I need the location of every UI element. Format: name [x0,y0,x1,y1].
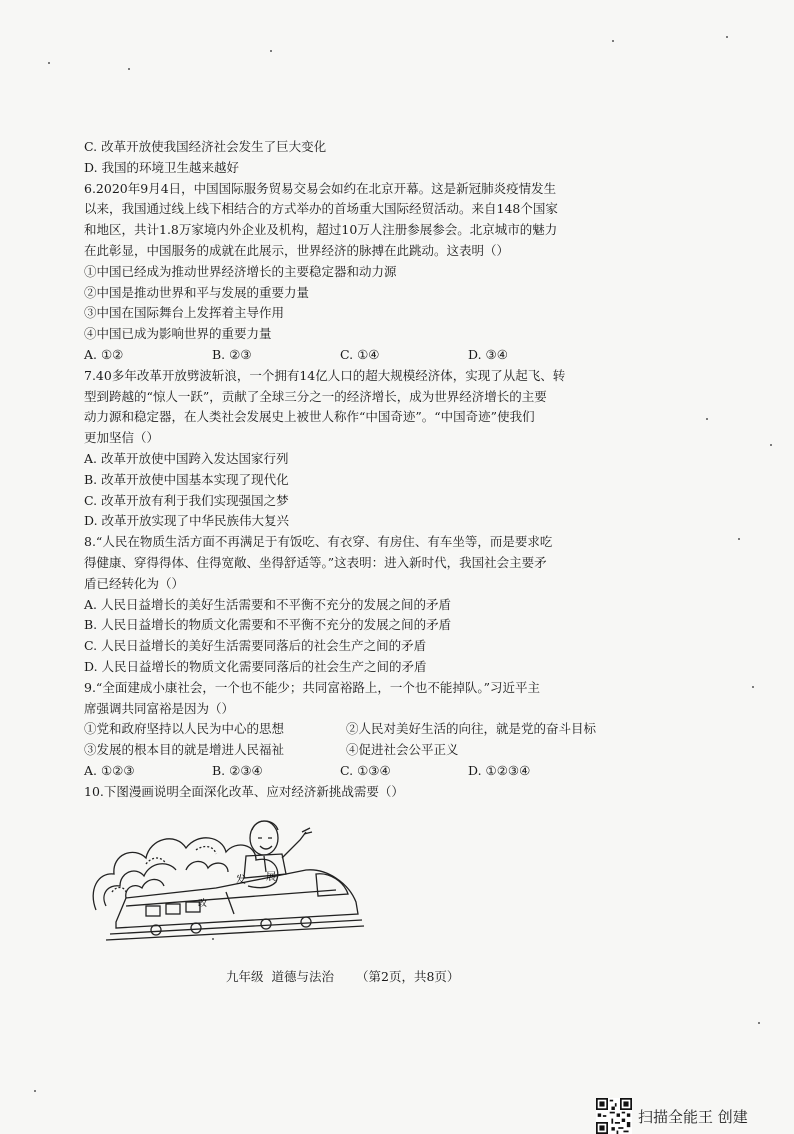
question-8-line: 8.“人民在物质生活方面不再满足于有饭吃、有衣穿、有房住、有车坐等，而是要求吃 [84,534,553,550]
scan-speck [48,62,50,64]
option-line: ④中国已成为影响世界的重要力量 [84,326,272,342]
choice-a: A. ①②③ [84,762,135,778]
option-line: ①中国已经成为推动世界经济增长的主要稳定器和动力源 [84,263,397,279]
scan-speck [128,68,130,70]
scan-speck [738,538,740,540]
page-footer [226,967,463,985]
footer-grade: 九年级 [226,969,264,984]
text-line: D. 我国的环境卫生越来越好 [84,159,240,175]
option-line: B. 改革开放使中国基本实现了现代化 [84,471,289,487]
choice-b: B. ②③④ [212,762,263,778]
footer-subject: 道德与法治 [271,969,335,984]
lines-mid [84,366,664,720]
question-9-line: 9.“全面建成小康社会，一个也不能少；共同富裕路上，一个也不能掉队。”习近平主 [84,679,540,695]
question-7-line: 7.40多年改革开放劈波斩浪，一个拥有14亿人口的超大规模经济体，实现了从起飞、转 [84,367,566,383]
choice-c: C. ①③④ [340,762,391,778]
cartoon-label-gai: 改 [198,899,208,909]
q9-option-row [84,719,664,740]
choice-d: D. ①②③④ [468,762,531,778]
q9-choices [84,761,664,782]
option-line: ②中国是推动世界和平与发展的重要力量 [84,284,310,300]
choice-d: D. ③④ [468,346,508,362]
question-7-line: 动力源和稳定器，在人类社会发展史上被世人称作“中国奇迹”。“中国奇迹”使我们 [84,409,535,425]
option-line: ③中国在国际舞台上发挥着主导作用 [84,305,285,321]
q9-option: ①党和政府坚持以人民为中心的思想 [84,721,285,737]
scan-speck [212,938,214,940]
lines-top [84,137,664,345]
q9-option: ③发展的根本目的就是增进人民福祉 [84,742,285,758]
scan-speck [770,444,772,446]
option-line: D. 人民日益增长的物质文化需要同落后的社会生产之间的矛盾 [84,658,427,674]
scan-speck [612,40,614,42]
question-8-line: 得健康、穿得得体、住得宽敞、坐得舒适等。”这表明：进入新时代，我国社会主要矛 [84,554,547,570]
option-line: C. 改革开放有利于我们实现强国之梦 [84,492,289,508]
question-content [84,137,664,803]
scan-speck [706,418,708,420]
scan-speck [758,1022,760,1024]
scan-speck [752,686,754,688]
question-6-line: 和地区，共计1.8万家境内外企业及机构，超过10万人注册参展参会。北京城市的魅力 [84,222,558,238]
option-line: A. 人民日益增长的美好生活需要和不平衡不充分的发展之间的矛盾 [84,596,451,612]
q9-option-row [84,740,664,761]
qr-code-icon [596,1098,632,1134]
option-line: B. 人民日益增长的物质文化需要和不平衡不充分的发展之间的矛盾 [84,617,452,633]
text-line: C. 改革开放使我国经济社会发生了巨大变化 [84,139,327,154]
cartoon-train-illustration [86,810,366,950]
q9-option: ④促进社会公平正义 [346,742,459,758]
choice-c: C. ①④ [340,346,380,362]
q6-choices [84,345,664,366]
cartoon-label-zhan: 展 [266,872,276,883]
question-9-line: 席强调共同富裕是因为（） [84,700,235,716]
question-8-line: 盾已经转化为（） [84,575,185,591]
q9-option: ②人民对美好生活的向往，就是党的奋斗目标 [346,721,597,737]
option-line: A. 改革开放使中国跨入发达国家行列 [84,450,289,466]
scan-speck [726,36,728,38]
option-line: C. 人民日益增长的美好生活需要同落后的社会生产之间的矛盾 [84,638,427,654]
cartoon-label-fa: 发 [236,875,246,886]
question-10-line: 10.下图漫画说明全面深化改革、应对经济新挑战需要（） [84,783,404,799]
footer-page-number: （第2页，共8页） [356,969,460,984]
option-line: D. 改革开放实现了中华民族伟大复兴 [84,513,290,529]
choice-b: B. ②③ [212,346,252,362]
scan-speck [270,50,272,52]
scan-speck [34,1090,36,1092]
scanner-watermark [596,1098,748,1134]
question-6-line: 以来，我国通过线上线下相结合的方式举办的首场重大国际经贸活动。来自148个国家 [84,201,558,217]
scanner-watermark-text: 扫描全能王 创建 [638,1107,748,1126]
question-7-line: 型到跨越的“惊人一跃”，贡献了全球三分之一的经济增长，成为世界经济增长的主要 [84,388,547,404]
question-6-line: 在此彰显，中国服务的成就在此展示，世界经济的脉搏在此跳动。这表明（） [84,242,510,258]
question-7-line: 更加坚信（） [84,430,160,446]
choice-a: A. ①② [84,346,124,362]
question-6-line: 6.2020年9月4日，中国国际服务贸易交易会如约在北京开幕。这是新冠肺炎疫情发生 [84,180,557,196]
